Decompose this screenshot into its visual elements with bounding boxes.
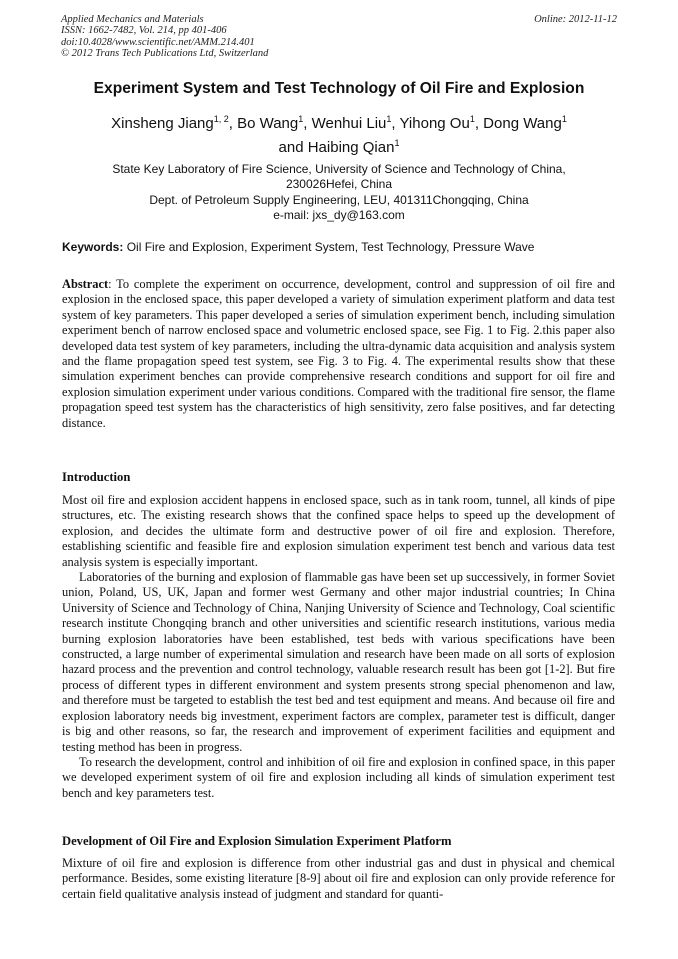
author-affil-mark: 1	[298, 114, 304, 124]
author-name: Bo Wang	[237, 115, 299, 132]
author-separator: ,	[228, 115, 238, 132]
keywords-label: Keywords:	[62, 240, 124, 254]
online-date: Online: 2012-11-12	[534, 14, 617, 25]
contact-email: e-mail: jxs_dy@163.com	[273, 208, 405, 223]
paragraph: To research the development, control and inhibition of oil fire and explosion in confined space, in this paper we developed experiment system of oil fire and explosion including all kinds of simulation experiment test bench and key parameters test.	[62, 754, 615, 800]
author-line-1	[40, 112, 638, 136]
section-heading-development: Development of Oil Fire and Explosion Simulation Experiment Platform	[62, 834, 452, 848]
copyright-line: © 2012 Trans Tech Publications Ltd, Switzerland	[61, 48, 269, 60]
affiliation-line: State Key Laboratory of Fire Science, University of Science and Technology of China,	[112, 162, 566, 176]
author-separator: ,	[303, 115, 312, 132]
paragraph: Mixture of oil fire and explosion is difference from other industrial gas and dust in physical and chemical performance. Besides, some existing literature [8-9] about oil fire and explosion can only provide reference for certain field qualitative analysis instead of judgment and standard for quanti-	[62, 856, 615, 901]
author-separator: ,	[391, 115, 400, 132]
author-name: and Haibing Qian	[278, 139, 395, 156]
affiliation-line: Dept. of Petroleum Supply Engineering, LEU, 401311Chongqing, China	[149, 192, 529, 207]
author-affil-mark: 1	[469, 114, 475, 124]
author-affil-mark: 1	[394, 138, 400, 148]
author-list	[40, 112, 638, 160]
author-name: Dong Wang	[483, 115, 562, 132]
abstract-text: : To complete the experiment on occurrence, development, control and suppression of oil fire and explosion in the enclosed space, this paper developed a variety of simulation experiment platform and data test system of key parameters. This paper developed a series of simulation experiment bench, including simulation experiment bench of narrow enclosed space and volumetric enclosed space, see Fig. 1 to Fig. 2.this paper also developed data test system of key parameters, including the ultra-dynamic data acquisition and analysis system and the flame propagation speed test system, see Fig. 3 to Fig. 4. The experimental results show that these simulation experiment benches can provide comprehensive research conditions and support for oil fire and explosion simulation experiment under various conditions. Compared with the traditional fire sensor, the flame propagation speed test system has the characteristics of high sensitivity, zero false positives, and far detecting distance.	[62, 277, 615, 430]
author-line-2	[40, 136, 638, 160]
author-separator: ,	[474, 115, 484, 132]
author-name: Yihong Ou	[399, 115, 470, 132]
paragraph: Laboratories of the burning and explosion of flammable gas have been set up successively, in former Soviet union, Poland, US, UK, Japan and former west Germany and other major industrial countries; In China University of Science and Technology of China, Nanjing University of Science and Technology, Coal scientific research institute Chongqing branch and other universities and scientific research institutions, various media burning explosion laboratories have been established, test beds with various specifications have been constructed, a large number of experimental simulation and research have been made on all sorts of explosion hazard process and the prevention and control technology, valuable research result has been got [1-2]. But fire process of different types in different environment and system presents strong special phenomenon and law, and therefore must be targeted to establish the test bed and test equipment and means. And because oil fire and explosion laboratory needs big investment, experiment factors are complex, parameter test is difficult, danger is big and other reasons, so far, the research and improvement of experiment facilities and equipment and testing method has been in progress.	[62, 570, 615, 754]
paragraph: Most oil fire and explosion accident happens in enclosed space, such as in tank room, tunnel, all kinds of pipe structures, etc. The existing research shows that the confined space helps to speed up the development of explosion, and decides the ultimate form and destructive power of oil fire and explosion. Therefore, establishing scientific and feasible fire and explosion simulation experiment test bench and various data test analysis system is especially important.	[62, 493, 615, 569]
affiliation-line: 230026Hefei, China	[285, 177, 393, 192]
author-affil-mark: 1, 2	[213, 114, 229, 124]
author-name: Xinsheng Jiang	[111, 115, 214, 132]
development-body	[62, 856, 615, 902]
abstract	[62, 277, 615, 431]
author-affil-mark: 1	[386, 114, 392, 124]
journal-header	[61, 14, 617, 60]
doi-line: doi:10.4028/www.scientific.net/AMM.214.401	[61, 36, 255, 48]
affiliations	[40, 162, 638, 224]
keywords	[62, 240, 618, 254]
keywords-text: Oil Fire and Explosion, Experiment System, Test Technology, Pressure Wave	[123, 240, 535, 254]
journal-name: Applied Mechanics and Materials	[61, 14, 204, 25]
issn-line: ISSN: 1662-7482, Vol. 214, pp 401-406	[61, 25, 227, 37]
paper-title: Experiment System and Test Technology of Oil Fire and Explosion	[93, 80, 585, 97]
section-heading-introduction: Introduction	[62, 470, 131, 484]
author-name: Wenhui Liu	[311, 115, 387, 132]
author-affil-mark: 1	[561, 114, 567, 124]
abstract-label: Abstract	[62, 277, 109, 291]
introduction-body	[62, 493, 615, 801]
